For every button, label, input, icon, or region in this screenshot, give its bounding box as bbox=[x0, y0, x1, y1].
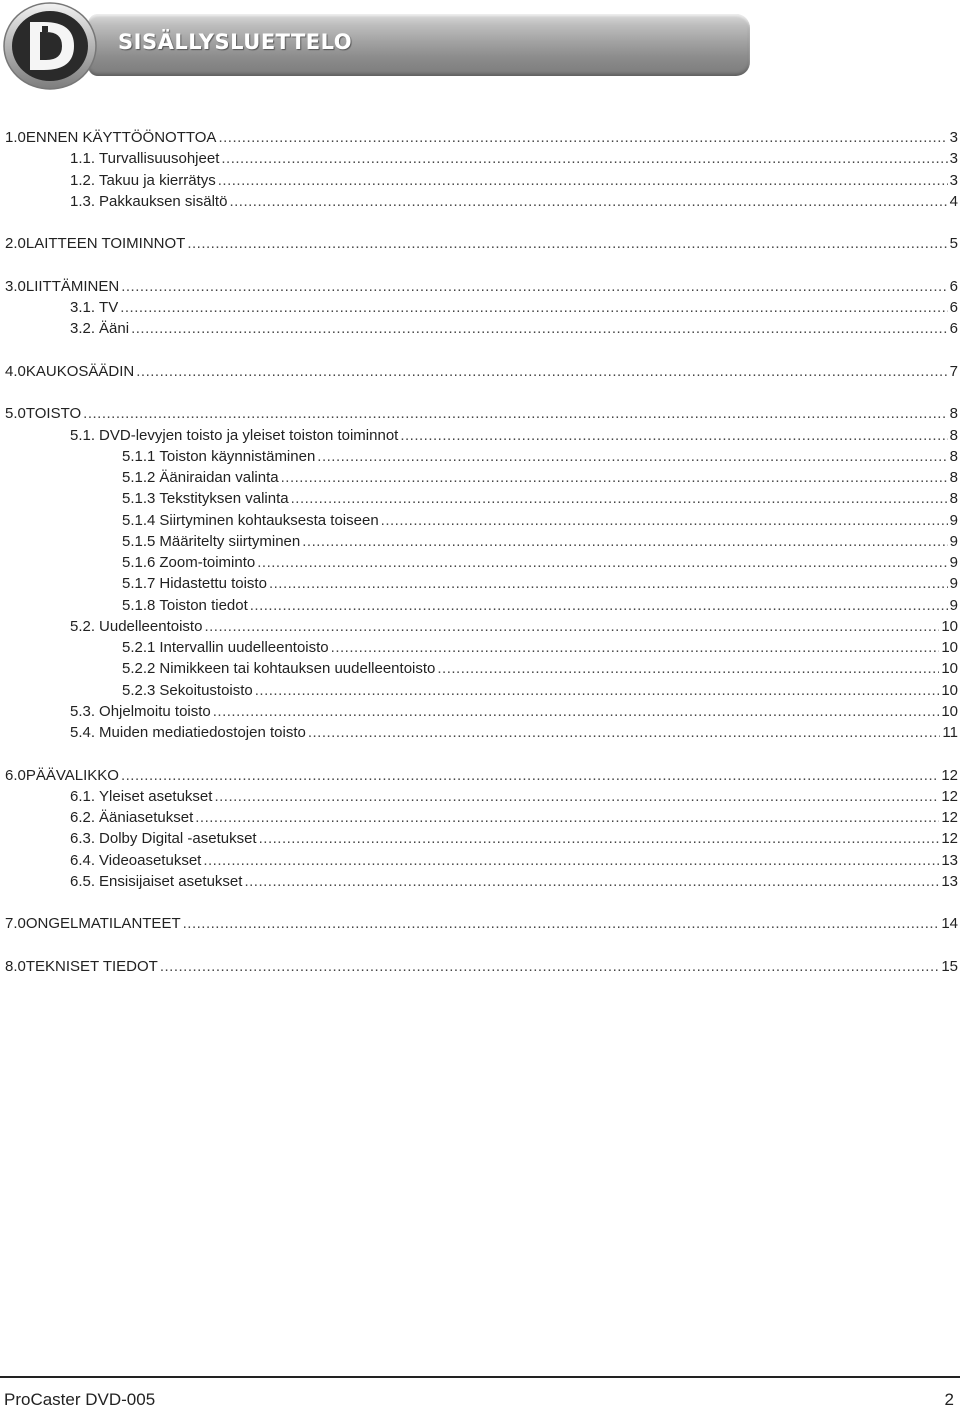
toc-entry-number: 1.3. bbox=[70, 192, 96, 210]
toc-dot-leader bbox=[213, 702, 940, 722]
toc-entry-number: 5.0 bbox=[5, 405, 26, 423]
toc-entry[interactable] bbox=[122, 447, 958, 467]
toc-dot-leader bbox=[437, 659, 939, 679]
toc-entry-page: 3 bbox=[949, 129, 958, 146]
toc-entry-page: 12 bbox=[941, 766, 958, 784]
toc-entry-label: Nimikkeen tai kohtauksen uudelleentoisto bbox=[159, 660, 436, 678]
toc-dot-leader bbox=[259, 829, 940, 849]
toc-entry-label: Takuu ja kierrätys bbox=[99, 171, 216, 189]
toc-entry[interactable] bbox=[70, 171, 958, 191]
toc-dot-leader bbox=[131, 319, 948, 339]
toc-entry-label: TV bbox=[99, 299, 119, 316]
toc-entry[interactable] bbox=[70, 702, 958, 722]
toc-dot-leader bbox=[255, 681, 940, 701]
toc-entry-number: 1.2. bbox=[70, 171, 96, 189]
toc-entry[interactable] bbox=[5, 362, 958, 382]
toc-dot-leader bbox=[302, 532, 947, 552]
toc-entry-number: 5.1.4 bbox=[122, 511, 156, 529]
toc-entry[interactable] bbox=[70, 149, 958, 169]
toc-entry-number: 6.0 bbox=[5, 766, 26, 784]
toc-entry-number: 5.2.2 bbox=[122, 660, 156, 678]
footer-page-number: 2 bbox=[944, 1390, 954, 1409]
toc-entry-label: Ääniasetukset bbox=[99, 809, 194, 826]
toc-entry-label: Turvallisuusohjeet bbox=[99, 150, 220, 168]
toc-entry[interactable] bbox=[70, 617, 958, 637]
toc-entry[interactable] bbox=[122, 659, 958, 679]
toc-entry-number: 5.1.6 bbox=[122, 554, 156, 571]
toc-entry[interactable] bbox=[5, 957, 958, 977]
toc-entry-number: 5.1.3 bbox=[122, 490, 156, 508]
toc-dot-leader bbox=[229, 192, 947, 212]
toc-entry-label: PÄÄVALIKKO bbox=[25, 766, 119, 784]
toc-entry-page: 12 bbox=[941, 787, 958, 805]
toc-entry-number: 6.1. bbox=[70, 787, 96, 805]
toc-dot-leader bbox=[400, 426, 947, 446]
toc-entry-number: 8.0 bbox=[5, 957, 26, 975]
toc-entry-page: 13 bbox=[941, 872, 958, 890]
page-title: SISÄLLYSLUETTELO bbox=[118, 30, 353, 54]
toc-entry[interactable] bbox=[122, 638, 958, 658]
footer-model-name: ProCaster DVD-005 bbox=[4, 1390, 156, 1409]
toc-entry-number: 7.0 bbox=[5, 915, 26, 933]
toc-entry-page: 8 bbox=[949, 469, 958, 486]
toc-entry[interactable] bbox=[70, 426, 958, 446]
toc-entry-number: 6.4. bbox=[70, 851, 96, 869]
toc-entry-number: 5.2.1 bbox=[122, 639, 156, 656]
toc-entry-page: 10 bbox=[941, 617, 958, 635]
header-banner bbox=[0, 0, 960, 95]
toc-dot-leader bbox=[218, 128, 947, 148]
toc-entry-label: LAITTEEN TOIMINNOT bbox=[25, 235, 186, 253]
toc-entry-number: 6.5. bbox=[70, 872, 96, 890]
toc-dot-leader bbox=[218, 171, 948, 191]
toc-entry-label: ONGELMATILANTEET bbox=[25, 915, 181, 933]
toc-dot-leader bbox=[121, 766, 939, 786]
toc-dot-leader bbox=[269, 574, 948, 594]
toc-entry-label: Ääni bbox=[99, 320, 130, 338]
toc-entry-page: 15 bbox=[941, 957, 958, 975]
toc-entry-number: 5.1.1 bbox=[122, 447, 156, 465]
brand-logo-icon bbox=[0, 0, 110, 95]
toc-entry-number: 2.0 bbox=[5, 235, 26, 253]
toc-entry-label: TOISTO bbox=[25, 405, 82, 423]
toc-entry-page: 6 bbox=[949, 320, 958, 338]
toc-dot-leader bbox=[203, 851, 939, 871]
toc-entry-label: Zoom-toiminto bbox=[159, 554, 256, 571]
toc-entry[interactable] bbox=[70, 808, 958, 828]
toc-entry-number: 5.2. bbox=[70, 617, 96, 635]
toc-entry-label: Yleiset asetukset bbox=[99, 787, 213, 805]
toc-entry-label: ENNEN KÄYTTÖÖNOTTOA bbox=[25, 129, 217, 146]
toc-dot-leader bbox=[183, 914, 940, 934]
toc-entry-page: 6 bbox=[949, 299, 958, 316]
toc-entry[interactable] bbox=[70, 319, 958, 339]
toc-entry[interactable] bbox=[70, 851, 958, 871]
toc-entry[interactable] bbox=[122, 553, 958, 573]
toc-entry[interactable] bbox=[70, 298, 958, 318]
toc-entry[interactable] bbox=[122, 468, 958, 488]
toc-entry-number: 5.1.8 bbox=[122, 596, 156, 614]
toc-entry-page: 9 bbox=[949, 575, 958, 593]
toc-dot-leader bbox=[214, 787, 939, 807]
toc-entry-number: 6.2. bbox=[70, 809, 96, 826]
toc-entry-page: 10 bbox=[941, 702, 958, 720]
toc-entry[interactable] bbox=[122, 574, 958, 594]
toc-entry-page: 10 bbox=[941, 639, 958, 656]
toc-entry-page: 8 bbox=[949, 490, 958, 508]
toc-entry-label: Uudelleentoisto bbox=[99, 617, 203, 635]
toc-entry[interactable] bbox=[70, 192, 958, 212]
toc-entry-number: 4.0 bbox=[5, 362, 26, 380]
toc-entry-number: 5.1.2 bbox=[122, 469, 156, 486]
toc-entry-label: Dolby Digital -asetukset bbox=[99, 830, 257, 848]
toc-entry-number: 5.4. bbox=[70, 724, 96, 741]
toc-entry-label: Ääniraidan valinta bbox=[159, 469, 279, 486]
toc-dot-leader bbox=[136, 362, 947, 382]
toc-entry[interactable] bbox=[122, 596, 958, 616]
toc-entry-page: 6 bbox=[949, 277, 958, 295]
toc-dot-leader bbox=[308, 723, 941, 743]
toc-entry-label: Ensisijaiset asetukset bbox=[99, 872, 243, 890]
toc-entry-label: Toiston tiedot bbox=[159, 596, 248, 614]
toc-entry-label: Ohjelmoitu toisto bbox=[99, 702, 211, 720]
toc-entry-page: 9 bbox=[949, 596, 958, 614]
toc-entry-number: 1.1. bbox=[70, 150, 96, 168]
toc-dot-leader bbox=[291, 489, 948, 509]
toc-entry-number: 5.2.3 bbox=[122, 681, 156, 699]
toc-entry-page: 9 bbox=[949, 532, 958, 550]
toc-dot-leader bbox=[331, 638, 940, 658]
toc-entry[interactable] bbox=[5, 128, 958, 148]
toc-dot-leader bbox=[257, 553, 947, 573]
toc-entry[interactable] bbox=[5, 914, 958, 934]
toc-dot-leader bbox=[250, 596, 948, 616]
toc-entry-page: 5 bbox=[949, 235, 958, 253]
toc-entry-page: 8 bbox=[949, 405, 958, 423]
toc-entry-page: 9 bbox=[949, 511, 958, 529]
toc-dot-leader bbox=[187, 234, 947, 254]
toc-entry[interactable] bbox=[122, 489, 958, 509]
toc-dot-leader bbox=[221, 149, 947, 169]
toc-entry[interactable] bbox=[5, 766, 958, 786]
toc-entry-label: Hidastettu toisto bbox=[159, 575, 267, 593]
toc-dot-leader bbox=[381, 511, 948, 531]
toc-entry[interactable] bbox=[70, 829, 958, 849]
toc-entry-number: 5.1.5 bbox=[122, 532, 156, 550]
toc-entry-page: 3 bbox=[949, 150, 958, 168]
toc-entry-page: 12 bbox=[941, 809, 958, 826]
toc-entry-label: KAUKOSÄÄDIN bbox=[25, 362, 135, 380]
toc-entry-number: 5.1. bbox=[70, 426, 96, 444]
toc-entry-number: 1.0 bbox=[5, 129, 26, 146]
toc-dot-leader bbox=[204, 617, 939, 637]
toc-entry-label: Määritelty siirtyminen bbox=[159, 532, 301, 550]
toc-dot-leader bbox=[160, 957, 939, 977]
toc-entry-number: 3.0 bbox=[5, 277, 26, 295]
toc-entry[interactable] bbox=[70, 723, 958, 743]
toc-entry-number: 3.1. bbox=[70, 299, 96, 316]
toc-entry-number: 5.1.7 bbox=[122, 575, 156, 593]
toc-entry-number: 3.2. bbox=[70, 320, 96, 338]
toc-entry-number: 5.3. bbox=[70, 702, 96, 720]
toc-dot-leader bbox=[121, 277, 947, 297]
toc-dot-leader bbox=[281, 468, 948, 488]
toc-entry-label: Pakkauksen sisältö bbox=[99, 192, 228, 210]
toc-entry-label: Muiden mediatiedostojen toisto bbox=[99, 724, 306, 741]
toc-entry-label: Videoasetukset bbox=[99, 851, 202, 869]
footer-divider bbox=[0, 1376, 960, 1378]
toc-entry-page: 13 bbox=[941, 851, 958, 869]
toc-entry-page: 4 bbox=[949, 192, 958, 210]
toc-entry-page: 3 bbox=[949, 171, 958, 189]
toc-entry-label: LIITTÄMINEN bbox=[25, 277, 120, 295]
toc-entry-page: 7 bbox=[949, 362, 958, 380]
toc-entry-label: Tekstityksen valinta bbox=[159, 490, 289, 508]
toc-entry-page: 12 bbox=[941, 830, 958, 848]
toc-entry[interactable] bbox=[5, 234, 958, 254]
toc-entry[interactable] bbox=[70, 787, 958, 807]
toc-entry[interactable] bbox=[122, 681, 958, 701]
toc-entry-label: Intervallin uudelleentoisto bbox=[159, 639, 329, 656]
toc-entry[interactable] bbox=[5, 277, 958, 297]
toc-entry-label: Sekoitustoisto bbox=[159, 681, 253, 699]
toc-entry-page: 10 bbox=[941, 681, 958, 699]
toc-entry[interactable] bbox=[122, 511, 958, 531]
toc-entry-page: 11 bbox=[942, 724, 958, 741]
toc-entry-page: 10 bbox=[941, 660, 958, 678]
toc-entry-page: 14 bbox=[941, 915, 958, 933]
toc-dot-leader bbox=[317, 447, 947, 467]
toc-entry[interactable] bbox=[5, 404, 958, 424]
toc-dot-leader bbox=[83, 404, 948, 424]
toc-dot-leader bbox=[244, 872, 939, 892]
toc-entry-page: 9 bbox=[949, 554, 958, 571]
toc-entry[interactable] bbox=[70, 872, 958, 892]
toc-entry-label: TEKNISET TIEDOT bbox=[25, 957, 158, 975]
toc-dot-leader bbox=[195, 808, 939, 828]
toc-dot-leader bbox=[120, 298, 947, 318]
toc-entry[interactable] bbox=[122, 532, 958, 552]
toc-entry-page: 8 bbox=[949, 447, 958, 465]
toc-entry-number: 6.3. bbox=[70, 830, 96, 848]
toc-entry-label: DVD-levyjen toisto ja yleiset toiston toiminnot bbox=[99, 426, 399, 444]
toc-entry-label: Siirtyminen kohtauksesta toiseen bbox=[159, 511, 379, 529]
toc-entry-label: Toiston käynnistäminen bbox=[159, 447, 316, 465]
toc-entry-page: 8 bbox=[949, 426, 958, 444]
